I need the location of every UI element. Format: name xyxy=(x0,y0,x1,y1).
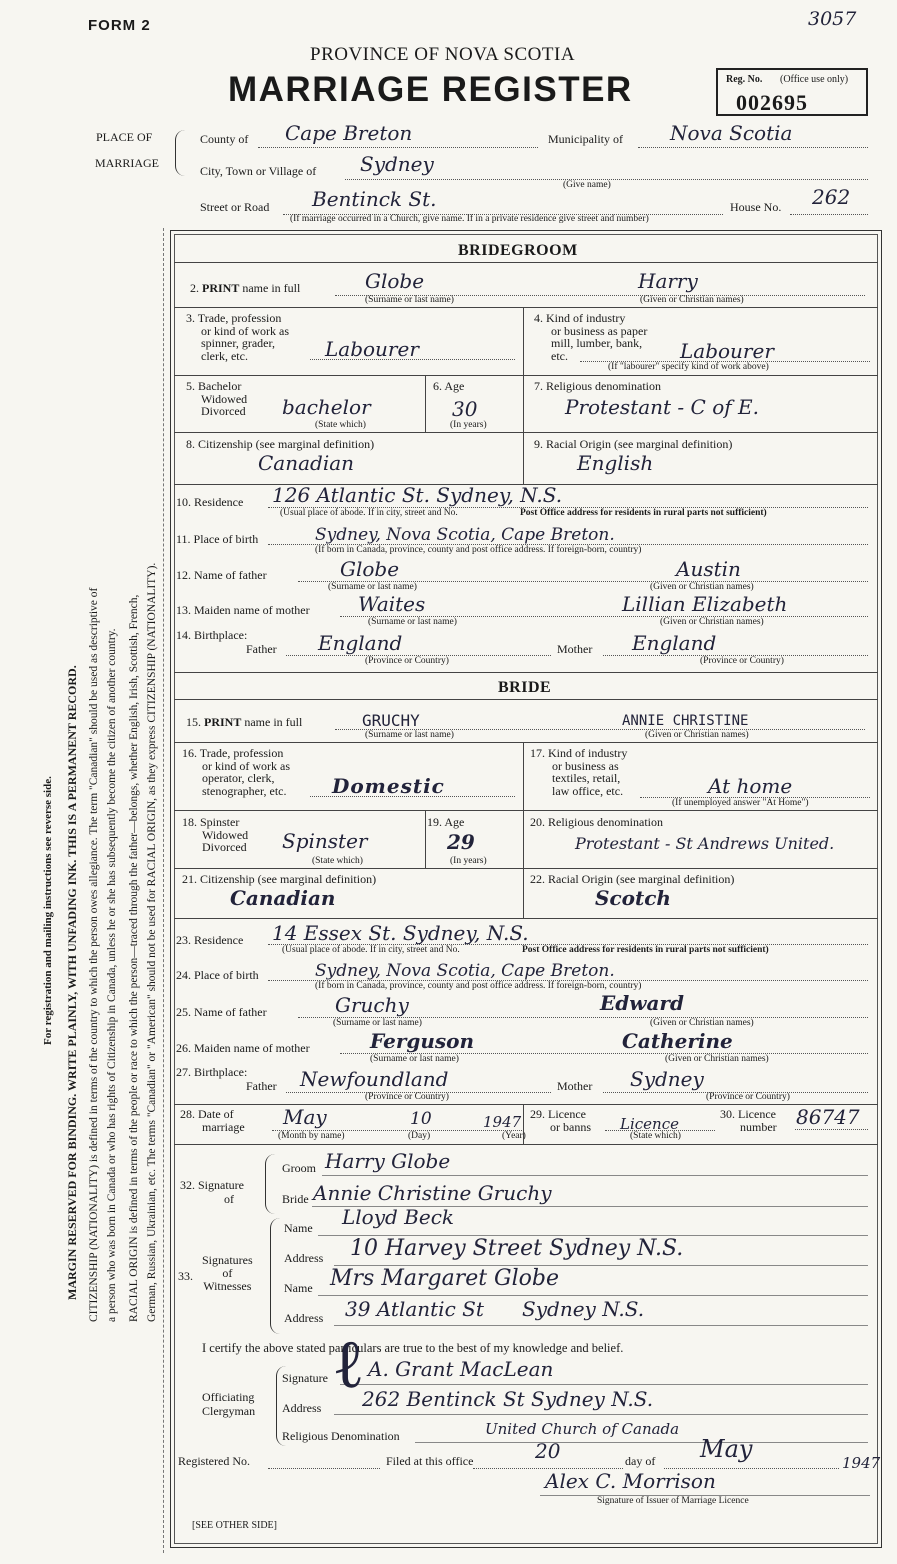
groom-residence-caption-b: Post Office address for residents in rural parts not sufficient) xyxy=(520,508,767,518)
city-value: Sydney xyxy=(360,152,434,176)
groom-residence-label: 10. Residence xyxy=(176,495,244,509)
bride-birthplace-label: 24. Place of birth xyxy=(176,968,259,982)
bride-citizenship-label: 21. Citizenship (see marginal definition) xyxy=(182,872,377,886)
clergy-signature-label: Signature xyxy=(282,1371,328,1385)
groom-surname-caption: (Surname or last name) xyxy=(365,295,454,305)
licence-no-label: 30. Licence number xyxy=(720,1107,777,1134)
rule xyxy=(174,432,878,433)
groom-trade-label: 3. Trade, profession or kind of work as spinner, grader, clerk, etc. xyxy=(186,311,289,363)
municipality-label: Municipality of xyxy=(548,132,623,146)
groom-given: Harry xyxy=(638,269,698,293)
rule xyxy=(318,1295,868,1296)
see-other-side: [SEE OTHER SIDE] xyxy=(192,1520,277,1531)
w1-address-label: Address xyxy=(284,1251,324,1265)
place-label-1: PLACE OF xyxy=(96,130,153,144)
month-caption: (Month by name) xyxy=(278,1131,345,1141)
groom-mother-bp-label: Mother xyxy=(557,642,593,656)
reg-no-note: (Office use only) xyxy=(780,74,849,85)
house-label: House No. xyxy=(730,200,782,214)
groom-racial-value: English xyxy=(577,451,654,475)
margin-instructions: For registration and mailing instructions see reverse side. xyxy=(42,776,54,1045)
rule xyxy=(523,307,524,375)
give-name-caption: (Give name) xyxy=(563,180,611,190)
marriage-month: May xyxy=(283,1105,327,1129)
bride-residence-label: 23. Residence xyxy=(176,933,244,947)
rule xyxy=(523,810,524,868)
bride-mother-surname-caption: (Surname or last name) xyxy=(370,1054,459,1064)
rule xyxy=(174,1104,878,1105)
clergy-denomination: United Church of Canada xyxy=(485,1420,680,1438)
groom-given-caption: (Given or Christian names) xyxy=(640,295,744,305)
line xyxy=(268,1468,380,1469)
groom-mother-label: 13. Maiden name of mother xyxy=(176,603,310,617)
groom-birthplace-value: Sydney, Nova Scotia, Cape Breton. xyxy=(315,525,615,545)
bride-residence-caption: (Usual place of abode. If in city, street and No. xyxy=(282,945,460,955)
bride-mother-given-caption: (Given or Christian names) xyxy=(665,1054,769,1064)
groom-mother-bp-value: England xyxy=(632,631,717,655)
groom-birthplace-caption: (If born in Canada, province, county and post office address. If foreign-born, country) xyxy=(315,545,642,555)
rule xyxy=(322,1175,868,1176)
bride-father-bp-caption: (Province or Country) xyxy=(365,1092,449,1102)
rule xyxy=(174,868,878,869)
bride-parents-bp-label: 27. Birthplace: xyxy=(176,1065,248,1079)
witness-num: 33. xyxy=(178,1269,193,1283)
bride-citizenship-value: Canadian xyxy=(230,886,336,910)
bride-industry-label: 17. Kind of industry or business as textiles, retail, law office, etc. xyxy=(530,746,628,798)
witness2-name: Mrs Margaret Globe xyxy=(330,1266,560,1291)
rule xyxy=(174,375,878,376)
rule xyxy=(523,868,524,918)
witness-label: Signatures of Witnesses xyxy=(202,1253,253,1293)
bride-name-label: 15. PRINT name in full xyxy=(186,715,303,729)
reg-no-label: Reg. No. xyxy=(726,74,763,85)
street-value: Bentinck St. xyxy=(312,187,437,211)
groom-name-label: 2. PRINT name in full xyxy=(190,281,301,295)
bride-mother-bp-value: Sydney xyxy=(630,1067,704,1091)
clergy-signature: A. Grant MacLean xyxy=(368,1357,554,1381)
province-heading: PROVINCE OF NOVA SCOTIA xyxy=(310,44,576,65)
bride-trade-value: Domestic xyxy=(332,774,445,798)
groom-in-years: (In years) xyxy=(450,420,487,430)
filed-month: May xyxy=(700,1435,753,1463)
groom-father-label: 12. Name of father xyxy=(176,568,267,582)
filed-label: Filed at this office xyxy=(386,1454,474,1468)
bride-status-value: Spinster xyxy=(282,829,368,853)
groom-birthplace-label: 11. Place of birth xyxy=(176,532,259,546)
day-of-label: day of xyxy=(625,1454,656,1468)
bride-father-surname: Gruchy xyxy=(335,993,409,1017)
day-caption: (Day) xyxy=(408,1131,431,1141)
witness2-address: 39 Atlantic St Sydney N.S. xyxy=(345,1297,645,1321)
margin-citizenship-def-1: CITIZENSHIP (NATIONALITY) is defined in terms of the country to which the person owes allegiance. The term "Canadian" should be used as descriptive of xyxy=(88,587,100,1322)
rule xyxy=(174,672,878,673)
groom-state-which: (State which) xyxy=(315,420,366,430)
rule xyxy=(174,307,878,308)
bride-sig-label: Bride xyxy=(282,1192,309,1206)
w1-name-label: Name xyxy=(284,1221,313,1235)
groom-parents-bp-label: 14. Birthplace: xyxy=(176,628,248,642)
rule xyxy=(523,1104,524,1144)
rule xyxy=(174,918,878,919)
rule xyxy=(174,742,878,743)
issuer-caption: Signature of Issuer of Marriage Licence xyxy=(597,1496,749,1506)
religious-denom-label: Religious Denomination xyxy=(282,1429,400,1443)
bride-religion-label: 20. Religious denomination xyxy=(530,815,663,829)
reg-no-box xyxy=(716,68,868,116)
groom-sig-label: Groom xyxy=(282,1161,316,1175)
bride-father-label: 25. Name of father xyxy=(176,1005,267,1019)
bride-surname: GRUCHY xyxy=(362,711,420,730)
groom-section-title: BRIDEGROOM xyxy=(458,242,578,259)
year-caption: (Year) xyxy=(502,1131,526,1141)
w2-name-label: Name xyxy=(284,1281,313,1295)
groom-religion-label: 7. Religious denomination xyxy=(534,379,661,393)
bride-racial-value: Scotch xyxy=(595,886,671,910)
groom-father-surname: Globe xyxy=(340,557,400,581)
groom-father-given: Austin xyxy=(676,557,741,581)
marriage-day: 10 xyxy=(410,1109,432,1129)
groom-age-value: 30 xyxy=(452,397,478,421)
groom-father-given-caption: (Given or Christian names) xyxy=(650,582,754,592)
bride-industry-caption: (If unemployed answer "At Home") xyxy=(672,798,809,808)
witness1-address: 10 Harvey Street Sydney N.S. xyxy=(350,1236,684,1261)
bride-residence-caption-b: Post Office address for residents in rural parts not sufficient) xyxy=(522,945,769,955)
groom-racial-label: 9. Racial Origin (see marginal definition) xyxy=(534,437,733,451)
rule xyxy=(425,810,426,868)
rule xyxy=(334,1414,868,1415)
licence-label: 29. Licence or banns xyxy=(530,1107,591,1134)
rule xyxy=(334,1325,868,1326)
groom-surname: Globe xyxy=(365,269,425,293)
clergy-address-label: Address xyxy=(282,1401,322,1415)
licence-value: Licence xyxy=(620,1115,679,1133)
witness1-name: Lloyd Beck xyxy=(342,1205,455,1229)
groom-mother-given-caption: (Given or Christian names) xyxy=(660,617,764,627)
rule xyxy=(523,375,524,432)
groom-mother-surname: Waites xyxy=(358,592,426,616)
county-line xyxy=(258,147,538,148)
rule xyxy=(174,699,878,700)
house-line xyxy=(790,214,868,215)
rule xyxy=(340,1384,868,1385)
margin-racial-def-1: RACIAL ORIGIN is defined in terms of the people or race to which the person—traced through the father—belongs, whether English, Irish, Scottish, French, xyxy=(128,594,140,1322)
groom-age-label: 6. Age xyxy=(433,379,465,393)
bride-racial-label: 22. Racial Origin (see marginal definition) xyxy=(530,872,735,886)
certify-statement: I certify the above stated particulars are true to the best of my knowledge and belief. xyxy=(202,1341,624,1355)
signature-brace xyxy=(265,1154,277,1214)
w2-address-label: Address xyxy=(284,1311,324,1325)
bride-trade-label: 16. Trade, profession or kind of work as operator, clerk, stenographer, etc. xyxy=(182,746,290,798)
bride-birthplace-caption: (If born in Canada, province, county and post office address. If foreign-born, country) xyxy=(315,981,642,991)
clergy-address: 262 Bentinck St Sydney N.S. xyxy=(362,1387,654,1411)
groom-mother-bp-caption: (Province or Country) xyxy=(700,656,784,666)
groom-father-bp-label: Father xyxy=(246,642,277,656)
street-caption: (If marriage occurred in a Church, give name. If in a private residence give street and number) xyxy=(290,214,649,224)
house-value: 262 xyxy=(812,185,851,209)
groom-industry-label: 4. Kind of industry or business as paper mill, lumber, bank, etc. xyxy=(534,311,648,363)
form-number: FORM 2 xyxy=(88,17,151,34)
clergy-label: Officiating Clergyman xyxy=(202,1390,256,1418)
municipality-line xyxy=(638,147,868,148)
bride-status-label: 18. Spinster Widowed Divorced xyxy=(182,815,249,854)
bride-mother-surname: Ferguson xyxy=(370,1029,475,1053)
place-brace xyxy=(175,130,189,176)
bride-age-label: 19. Age xyxy=(427,815,465,829)
bride-in-years: (In years) xyxy=(450,856,487,866)
bride-given: ANNIE CHRISTINE xyxy=(622,713,749,729)
document-title: MARRIAGE REGISTER xyxy=(228,70,633,109)
bride-father-given-caption: (Given or Christian names) xyxy=(650,1018,754,1028)
margin-divider xyxy=(163,228,164,1553)
bride-father-bp-label: Father xyxy=(246,1079,277,1093)
witness-brace xyxy=(270,1218,282,1334)
bride-age-value: 29 xyxy=(447,830,475,854)
groom-industry-value: Labourer xyxy=(680,339,774,363)
licence-state-which: (State which) xyxy=(630,1131,681,1141)
bride-surname-caption: (Surname or last name) xyxy=(365,730,454,740)
groom-religion-value: Protestant - C of E. xyxy=(565,395,759,419)
bride-religion-value: Protestant - St Andrews United. xyxy=(575,834,835,853)
county-value: Cape Breton xyxy=(285,121,413,145)
groom-trade-value: Labourer xyxy=(325,337,419,361)
rule xyxy=(523,432,524,484)
groom-industry-caption: (If "labourer" specify kind of work above) xyxy=(608,362,769,372)
bride-state-which: (State which) xyxy=(312,856,363,866)
margin-citizenship-def-2: a person who was born in Canada or who has rights of Citizenship in Canada, unless he or she has subsequently become the citizen of another country. xyxy=(106,628,118,1322)
issuer-signature: Alex C. Morrison xyxy=(545,1469,716,1493)
rule xyxy=(523,742,524,810)
bride-father-surname-caption: (Surname or last name) xyxy=(333,1018,422,1028)
groom-title-rule xyxy=(174,262,878,263)
bride-section-title: BRIDE xyxy=(498,679,552,696)
groom-citizenship-label: 8. Citizenship (see marginal definition) xyxy=(186,437,375,451)
place-label-2: MARRIAGE xyxy=(95,156,160,170)
groom-status-label: 5. Bachelor Widowed Divorced xyxy=(186,379,248,418)
groom-citizenship-value: Canadian xyxy=(258,451,355,475)
date-label: 28. Date of marriage xyxy=(180,1107,245,1134)
corner-note: 3057 xyxy=(808,8,857,30)
margin-racial-def-2: German, Russian, Ukrainian, etc. The terms "Canadian" or "American" should not be used for RACIAL ORIGIN, as they express CITIZENSHIP (NATIONALITY). xyxy=(146,562,158,1322)
clergy-flourish: ℓ xyxy=(332,1325,365,1404)
groom-father-bp-caption: (Province or Country) xyxy=(365,656,449,666)
groom-mother-surname-caption: (Surname or last name) xyxy=(368,617,457,627)
bride-residence-value: 14 Essex St. Sydney, N.S. xyxy=(272,921,529,945)
line xyxy=(310,796,515,797)
margin-warning: MARGIN RESERVED FOR BINDING. WRITE PLAINLY, WITH UNFADING INK. THIS IS A PERMANENT RECORD. xyxy=(65,665,79,1300)
licence-no-value: 86747 xyxy=(796,1105,860,1129)
groom-residence-caption: (Usual place of abode. If in city, street and No. xyxy=(280,508,458,518)
bride-birthplace-value: Sydney, Nova Scotia, Cape Breton. xyxy=(315,961,615,981)
filed-day: 20 xyxy=(535,1439,561,1463)
street-label: Street or Road xyxy=(200,200,270,214)
rule xyxy=(174,810,878,811)
city-label: City, Town or Village of xyxy=(200,164,317,178)
registered-no-label: Registered No. xyxy=(178,1454,250,1468)
signature-of-label: 32. Signature of xyxy=(180,1178,244,1206)
groom-mother-given: Lillian Elizabeth xyxy=(622,592,788,616)
rule xyxy=(425,375,426,432)
bride-mother-bp-label: Mother xyxy=(557,1079,593,1093)
bride-father-bp-value: Newfoundland xyxy=(300,1067,449,1091)
bride-father-given: Edward xyxy=(600,991,684,1015)
marriage-year: 1947 xyxy=(483,1113,522,1131)
filed-year: 1947 xyxy=(842,1454,881,1472)
line xyxy=(310,359,515,360)
groom-status-value: bachelor xyxy=(282,395,371,419)
municipality-value: Nova Scotia xyxy=(670,121,793,145)
bride-given-caption: (Given or Christian names) xyxy=(645,730,749,740)
line xyxy=(795,1129,868,1130)
rule xyxy=(415,1442,868,1443)
rule xyxy=(174,1144,878,1145)
county-label: County of xyxy=(200,132,249,146)
bride-industry-value: At home xyxy=(708,774,793,798)
groom-residence-value: 126 Atlantic St. Sydney, N.S. xyxy=(272,483,563,507)
groom-father-bp-value: England xyxy=(318,631,403,655)
bride-mother-bp-caption: (Province or Country) xyxy=(706,1092,790,1102)
groom-signature: Harry Globe xyxy=(325,1149,451,1173)
bride-mother-given: Catherine xyxy=(622,1029,733,1053)
bride-signature: Annie Christine Gruchy xyxy=(313,1181,552,1205)
reg-no-value: 002695 xyxy=(736,90,808,115)
bride-mother-label: 26. Maiden name of mother xyxy=(176,1041,310,1055)
groom-father-surname-caption: (Surname or last name) xyxy=(328,582,417,592)
